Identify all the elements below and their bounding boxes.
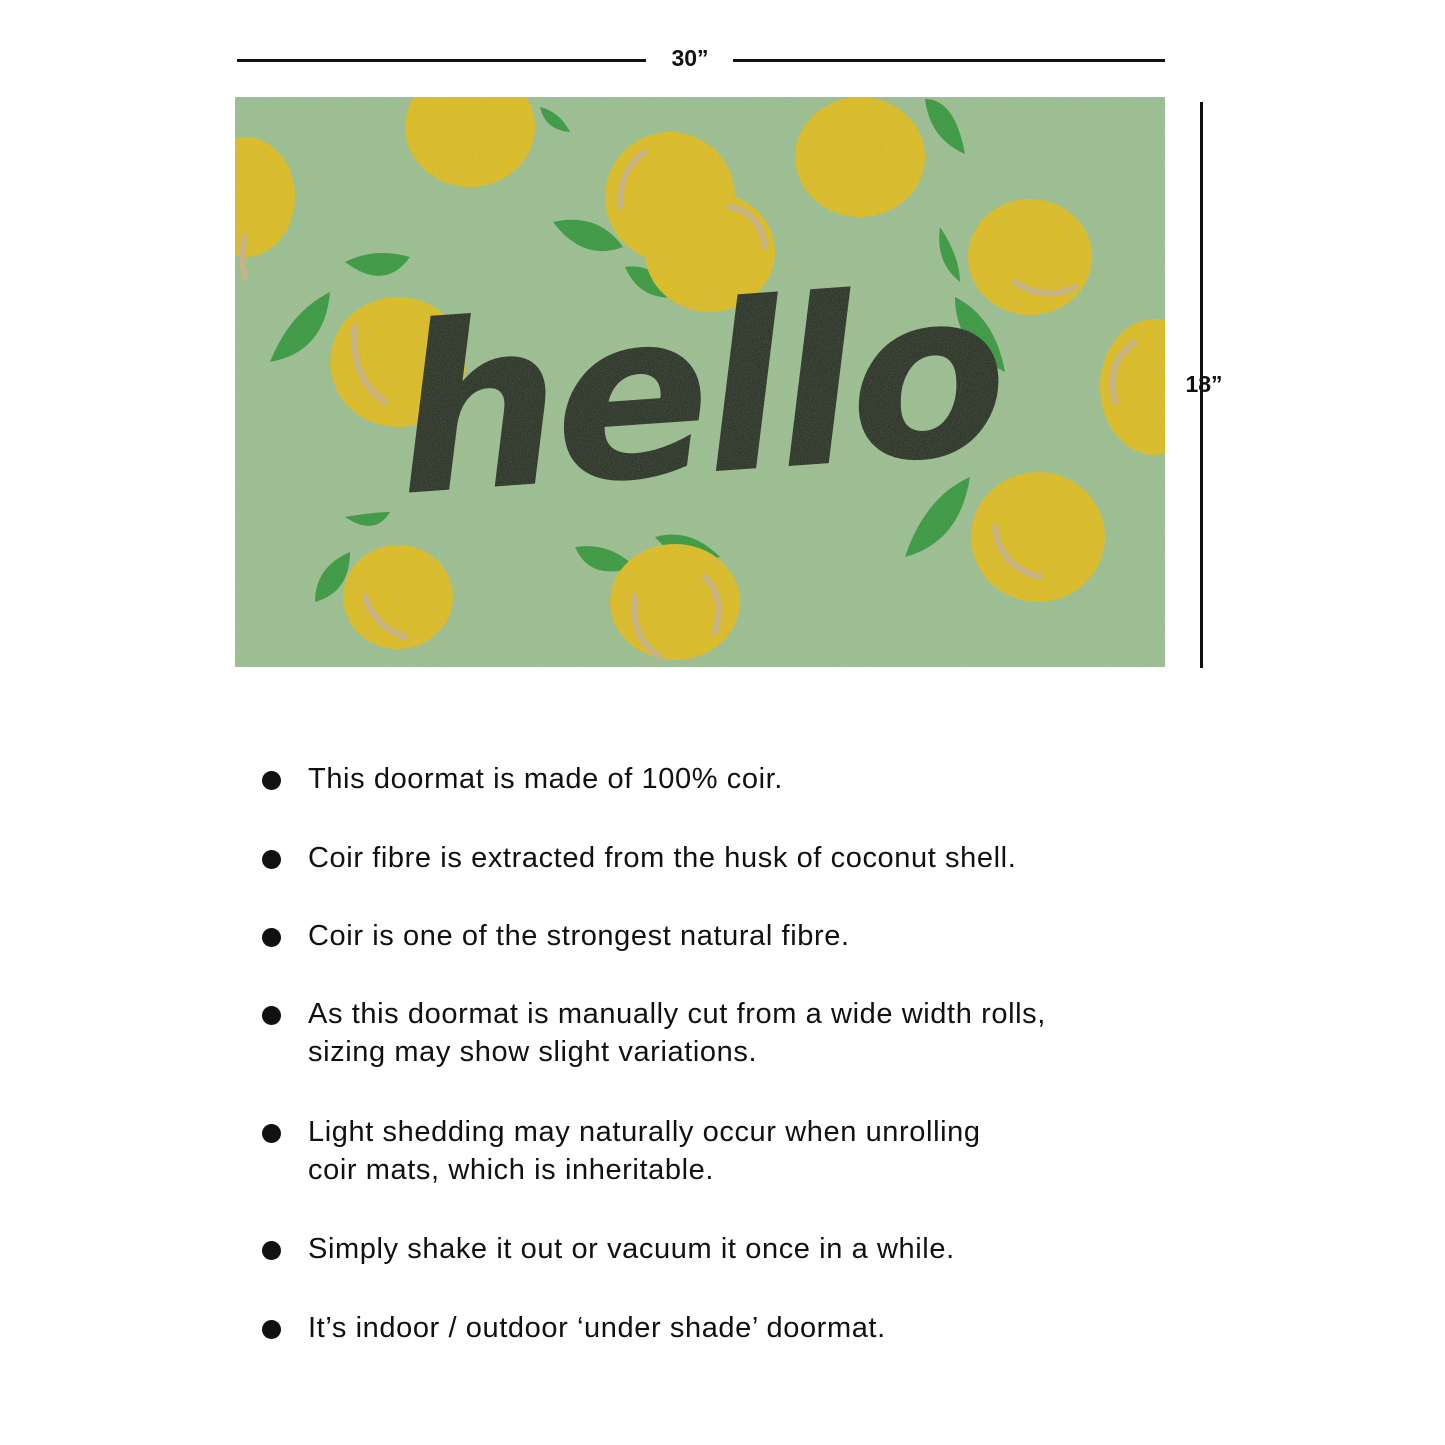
bullet-icon	[262, 1124, 281, 1143]
feature-text: As this doormat is manually cut from a wide width rolls, sizing may show slight variations.	[308, 998, 1046, 1068]
feature-text: It’s indoor / outdoor ‘under shade’ doormat.	[308, 1312, 886, 1344]
width-dimension-line-right	[733, 59, 1165, 62]
feature-text: Light shedding may naturally occur when unrolling coir mats, which is inheritable.	[308, 1116, 981, 1186]
feature-text: This doormat is made of 100% coir.	[308, 763, 783, 795]
feature-text: Coir is one of the strongest natural fibre.	[308, 920, 850, 952]
doormat-image	[235, 97, 1165, 667]
bullet-icon	[262, 1241, 281, 1260]
bullet-icon	[262, 1006, 281, 1025]
feature-text: Coir fibre is extracted from the husk of coconut shell.	[308, 842, 1017, 874]
width-dimension-label: 30”	[671, 45, 709, 71]
bullet-icon	[262, 928, 281, 947]
feature-text: Simply shake it out or vacuum it once in a while.	[308, 1233, 955, 1265]
bullet-icon	[262, 850, 281, 869]
height-dimension-label: 18”	[1185, 371, 1223, 397]
bullet-icon	[262, 1320, 281, 1339]
width-dimension-line-left	[237, 59, 646, 62]
bullet-icon	[262, 771, 281, 790]
